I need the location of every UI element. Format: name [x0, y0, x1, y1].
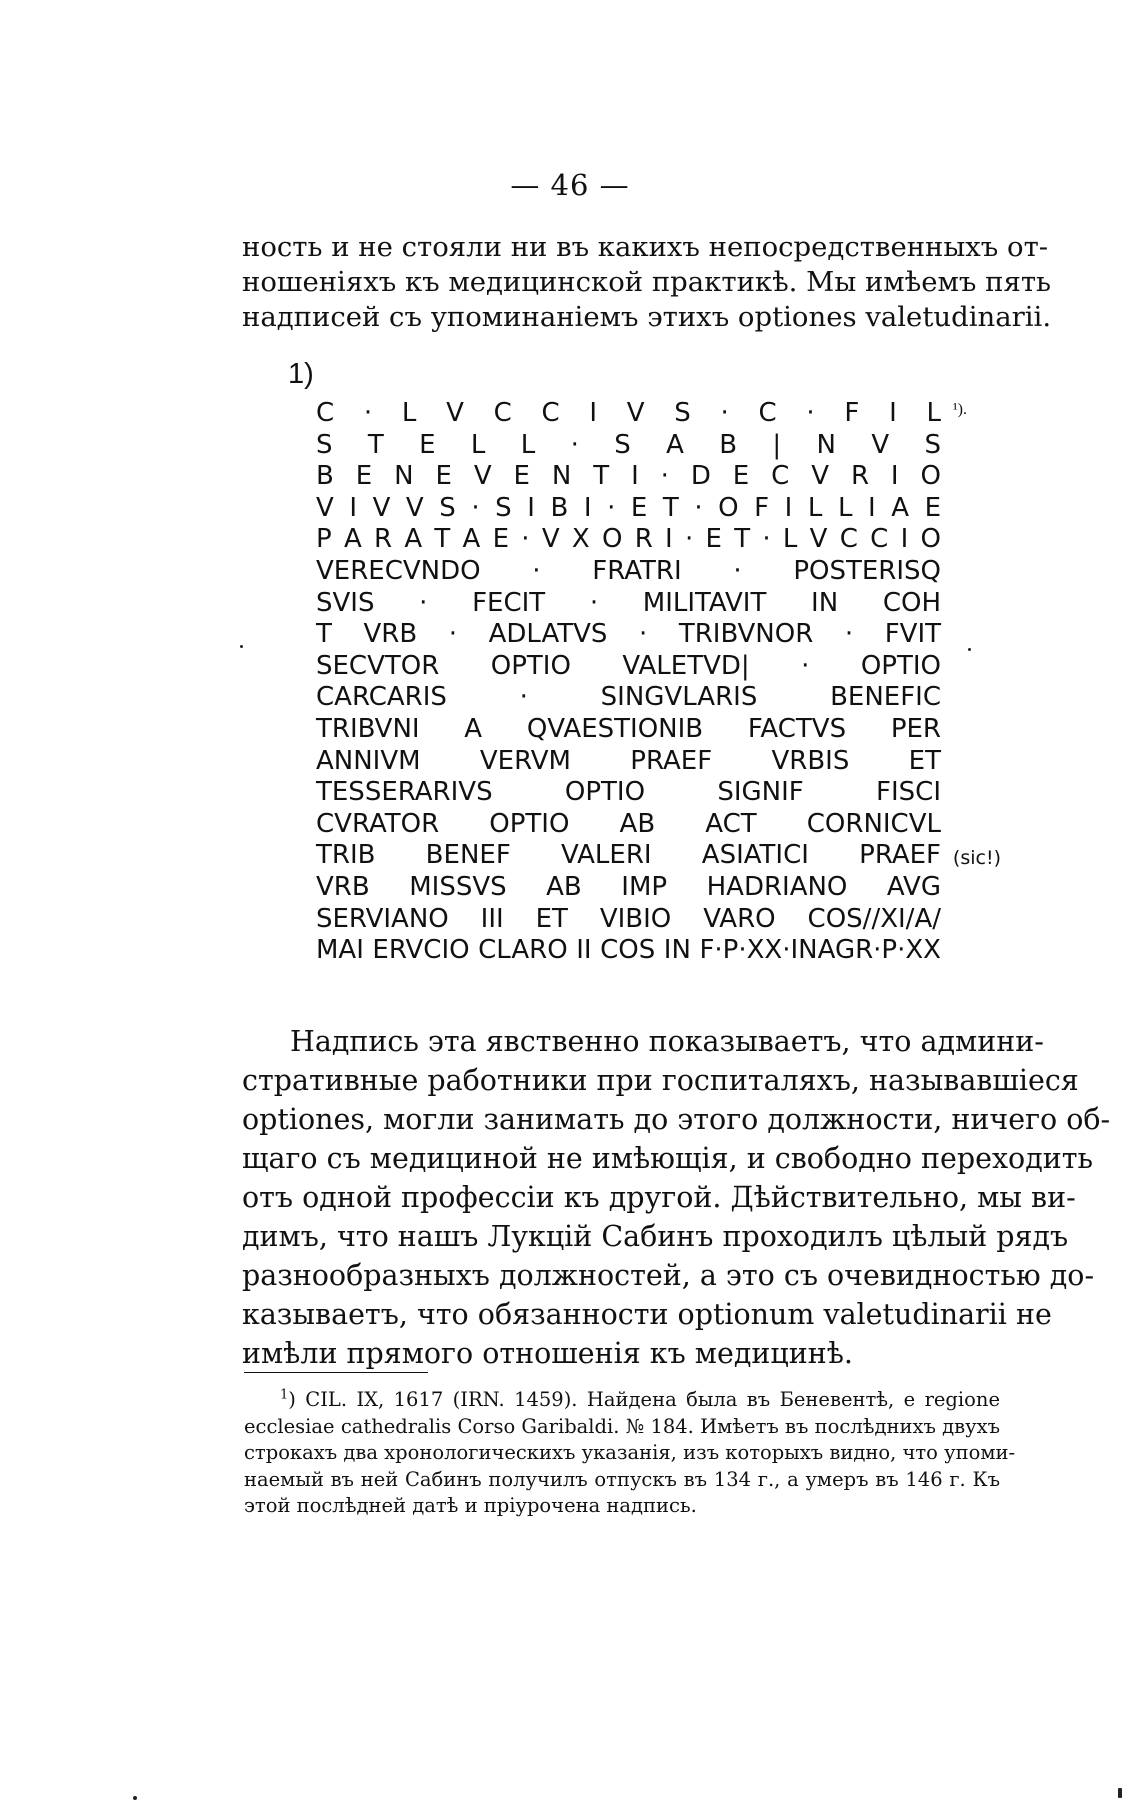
- footnote-marker: 1: [280, 1387, 289, 1403]
- inscription-line: CVRATOR OPTIO AB ACT CORNICVL: [316, 808, 941, 839]
- inscription-line: SERVIANO III ET VIBIO VARO COS//XI/A/: [316, 903, 941, 934]
- text-line: ношеніяхъ къ медицинской практикѣ. Мы имѣемъ пять: [242, 266, 1052, 298]
- text-line: ность и не стояли ни въ какихъ непосредственныхъ от-: [242, 231, 1049, 263]
- intro-paragraph: [242, 230, 1052, 335]
- inscription-line: VERECVNDO · FRATRI · POSTERISQ: [316, 555, 941, 586]
- inscription-line: SECVTOR OPTIO VALETVD| · OPTIO: [316, 650, 941, 681]
- footnote-line: [244, 1387, 1000, 1414]
- text-line: стративные работники при госпиталяхъ, называвшіеся: [242, 1064, 1079, 1097]
- inscription-line: S T E L L · S A B | N V S: [316, 429, 941, 460]
- scan-speck: [240, 645, 243, 648]
- inscription-line: [316, 840, 1001, 872]
- scan-speck: [1118, 1788, 1122, 1798]
- inscription-line: T VRB · ADLATVS · TRIBVNOR · FVIT: [316, 619, 941, 650]
- text-line: имѣли прямого отношенія къ медицинѣ.: [242, 1337, 853, 1370]
- scan-speck: [968, 648, 971, 651]
- footnote-line: этой послѣдней датѣ и пріурочена надпись.: [244, 1494, 697, 1517]
- footnote-reference: ¹).: [952, 401, 967, 418]
- text-line: Надпись эта явственно показываетъ, что админи-: [290, 1025, 1044, 1058]
- inscription-number: 1): [288, 358, 314, 390]
- inscription-line: P A R A T A E · V X O R I · E T · L V C C I O: [316, 524, 941, 555]
- text-line: димъ, что нашъ Лукцій Сабинъ проходилъ цѣлый рядъ: [242, 1220, 1069, 1253]
- footnote-divider: [244, 1372, 428, 1373]
- footnote-line: строкахъ два хронологическихъ указанія, изъ которыхъ видно, что упоми-: [244, 1441, 1016, 1464]
- inscription-line: VRB MISSVS AB IMP HADRIANO AVG: [316, 871, 941, 902]
- text-line: отъ одной профессіи къ другой. Дѣйствительно, мы ви-: [242, 1181, 1076, 1214]
- inscription-line-text: TRIB BENEF VALERI ASIATICI PRAEF: [316, 840, 941, 871]
- inscription-line: [316, 398, 967, 430]
- page-number: — 46 —: [510, 168, 630, 202]
- inscription-line-text: C · L V C C I V S · C · F I L: [316, 398, 941, 428]
- inscription-line: TESSERARIVS OPTIO SIGNIF FISCI: [316, 777, 941, 808]
- inscription-line: MAI ERVCIO CLARO II COS IN F·P·XX·INAGR·P·XX: [316, 935, 941, 966]
- text-line: надписей съ упоминаніемъ этихъ optiones valetudinarii.: [242, 301, 1052, 333]
- footnote-line-text: ) CIL. IX, 1617 (IRN. 1459). Найдена была въ Беневентѣ, e regione: [288, 1388, 1000, 1411]
- commentary-paragraph: [242, 1022, 1111, 1373]
- sic-annotation: (sic!): [952, 847, 1001, 870]
- inscription-line: TRIBVNI A QVAESTIONIB FACTVS PER: [316, 713, 941, 744]
- text-line: разнообразныхъ должностей, а это съ очевидностью до-: [242, 1259, 1095, 1292]
- inscription-line: V I V V S · S I B I · E T · O F I L L I A E: [316, 492, 941, 523]
- footnote-line: наемый въ ней Сабинъ получилъ отпускъ въ 134 г., а умеръ въ 146 г. Къ: [244, 1467, 1000, 1491]
- footnote: [244, 1387, 1016, 1520]
- footnote-line: ecclesiae cathedralis Corso Garibaldi. № 184. Имѣетъ въ послѣднихъ двухъ: [244, 1414, 1000, 1438]
- inscription-line: B E N E V E N T I · D E C V R I O: [316, 461, 941, 492]
- inscription-block: [316, 398, 1001, 967]
- text-line: optiones, могли занимать до этого должности, ничего об-: [242, 1103, 1111, 1136]
- inscription-line: CARCARIS · SINGVLARIS BENEFIC: [316, 682, 941, 713]
- inscription-line: ANNIVM VERVM PRAEF VRBIS ET: [316, 745, 941, 776]
- text-line: казываетъ, что обязанности optionum valetudinarii не: [242, 1298, 1052, 1331]
- text-line: щаго съ медициной не имѣющія, и свободно переходить: [242, 1142, 1094, 1175]
- inscription-line: SVIS · FECIT · MILITAVIT IN COH: [316, 587, 941, 618]
- scan-speck: [133, 1796, 137, 1800]
